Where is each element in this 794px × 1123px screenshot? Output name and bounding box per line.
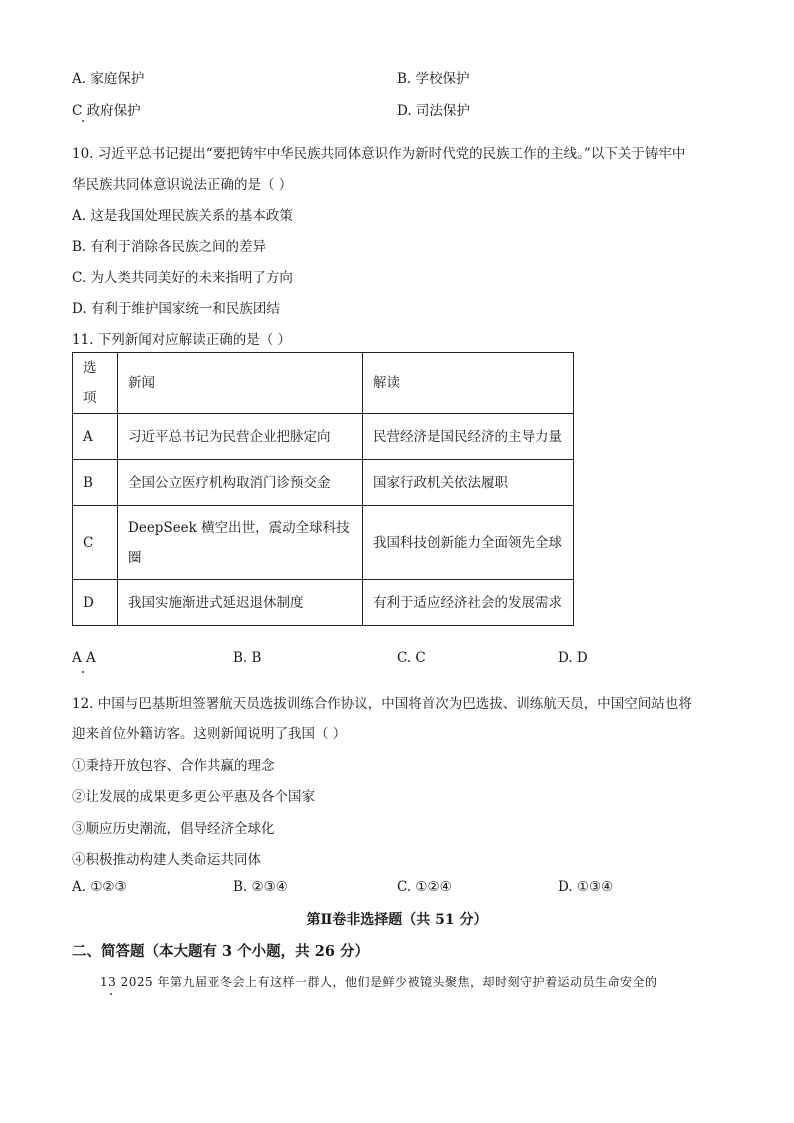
q10-option-d: D. 有利于维护国家统一和民族团结: [72, 301, 280, 317]
row-option: D: [73, 580, 118, 626]
row-option: A: [73, 414, 118, 460]
table-row: [73, 506, 574, 580]
table-row: [73, 580, 574, 626]
q9-option-d: D. 司法保护: [397, 103, 470, 119]
q10-stem-line2: 华民族共同体意识说法正确的是（ ）: [72, 177, 293, 193]
row-news-line2: 圈: [128, 549, 142, 566]
news-interpretation-table: [72, 352, 574, 626]
q11-option-b: B. B: [233, 650, 262, 666]
table-row: [73, 414, 574, 460]
row-interpretation: 我国科技创新能力全面领先全球: [363, 506, 574, 580]
table-header-row: [73, 353, 574, 414]
q12-item-3: ③顺应历史潮流，倡导经济全球化: [72, 821, 275, 837]
header-news: 新闻: [118, 353, 363, 414]
table-row: [73, 460, 574, 506]
q13-text-line: 13 2025 年第九届亚冬会上有这样一群人，他们是鲜少被镜头聚焦，却时刻守护着运动员生命安全的: [100, 975, 658, 989]
row-news: [118, 506, 363, 580]
q10-option-a: A. 这是我国处理民族关系的基本政策: [72, 208, 293, 224]
header-interpretation: 解读: [363, 353, 574, 414]
section-title: 第Ⅱ卷非选择题（共 51 分）: [306, 912, 488, 928]
underdot-mark: [82, 120, 84, 122]
q10-option-c: C. 为人类共同美好的未来指明了方向: [72, 270, 293, 286]
q12-option-d: D. ①③④: [558, 879, 614, 895]
q11-option-a: A A: [72, 650, 96, 666]
row-news-line1: DeepSeek 横空出世，震动全球科技: [128, 519, 350, 536]
q10-stem-line1: 10. 习近平总书记提出“要把铸牢中华民族共同体意识作为新时代党的民族工作的主线。”以下关于铸牢中: [72, 146, 686, 162]
row-option: B: [73, 460, 118, 506]
q12-item-2: ②让发展的成果更多更公平惠及各个国家: [72, 789, 315, 805]
q12-stem-line1: 12. 中国与巴基斯坦签署航天员选拔训练合作协议，中国将首次为巴选拔、训练航天员，中国空间站也将: [72, 696, 692, 712]
q11-stem: 11. 下列新闻对应解读正确的是（ ）: [72, 332, 292, 348]
row-interpretation: 有利于适应经济社会的发展需求: [363, 580, 574, 626]
underdot-mark: [110, 993, 112, 995]
underdot-mark: [82, 671, 84, 673]
q12-option-b: B. ②③④: [233, 879, 288, 895]
row-news: 我国实施渐进式延迟退休制度: [118, 580, 363, 626]
q12-item-1: ①秉持开放包容、合作共赢的理念: [72, 758, 275, 774]
part-heading: 二、简答题（本大题有 3 个小题，共 26 分）: [72, 943, 369, 960]
q12-item-4: ④积极推动构建人类命运共同体: [72, 852, 261, 868]
row-news: 全国公立医疗机构取消门诊预交金: [118, 460, 363, 506]
q11-option-c: C. C: [397, 650, 426, 666]
q12-stem-line2: 迎来首位外籍访客。这则新闻说明了我国（ ）: [72, 726, 347, 742]
row-interpretation: 民营经济是国民经济的主导力量: [363, 414, 574, 460]
q12-option-a: A. ①②③: [72, 879, 127, 895]
q11-option-d: D. D: [558, 650, 588, 666]
q9-option-a: A. 家庭保护: [72, 71, 145, 87]
header-option: 选项: [73, 353, 118, 414]
q12-option-c: C. ①②④: [397, 879, 452, 895]
q9-option-b: B. 学校保护: [397, 71, 470, 87]
q9-option-c: C 政府保护: [72, 103, 141, 119]
q10-option-b: B. 有利于消除各民族之间的差异: [72, 239, 267, 255]
row-news: 习近平总书记为民营企业把脉定向: [118, 414, 363, 460]
row-option: C: [73, 506, 118, 580]
row-interpretation: 国家行政机关依法履职: [363, 460, 574, 506]
